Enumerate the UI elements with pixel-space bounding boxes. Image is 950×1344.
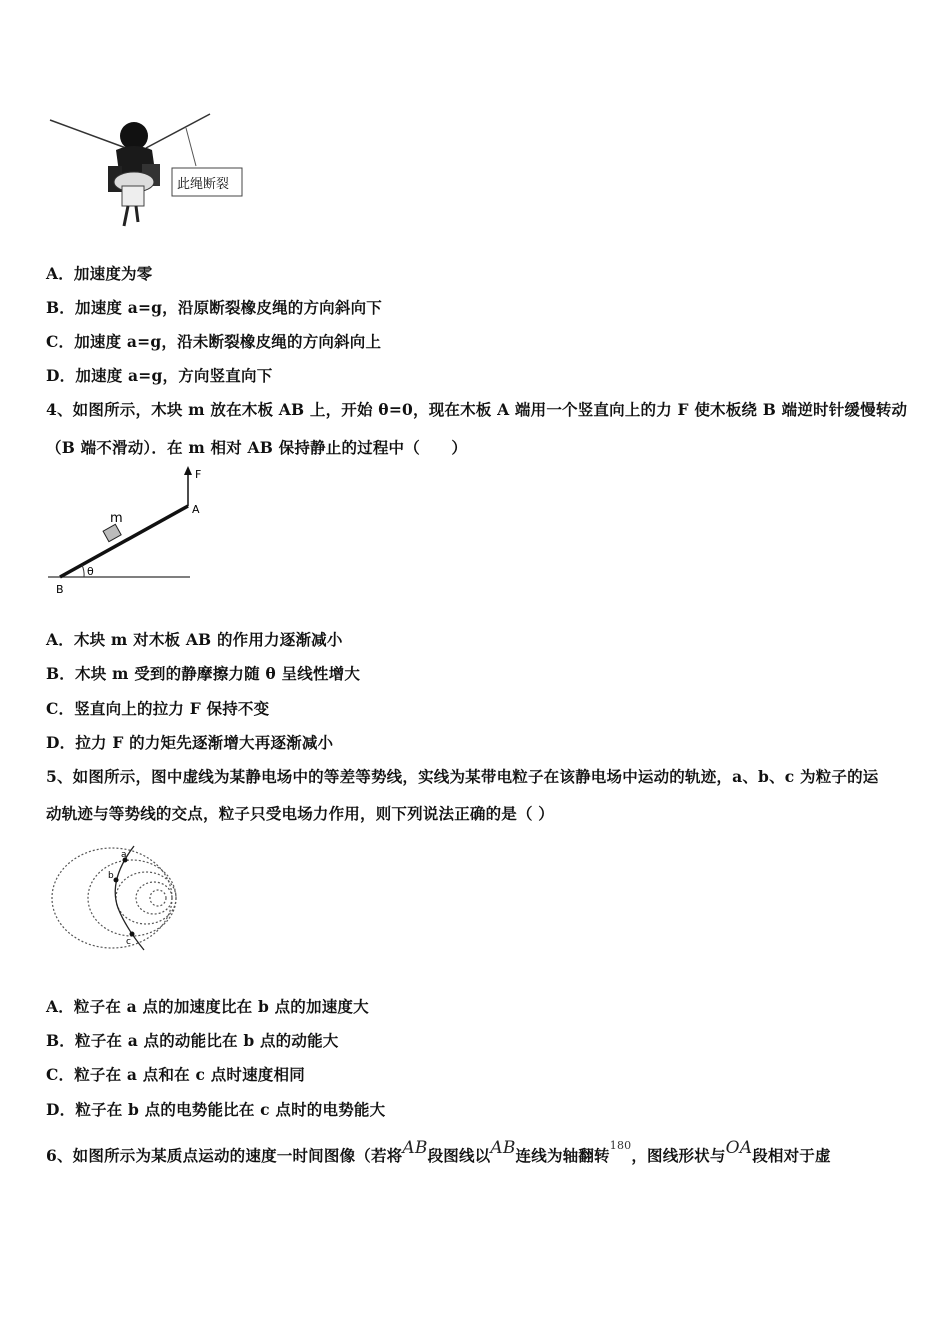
label-c: c <box>126 937 131 947</box>
figure1-label: 此绳断裂 <box>177 177 230 192</box>
q4-stem-line1: 4、如图所示，木块 m 放在木板 AB 上，开始 θ=0，现在木板 A 端用一个竖直向上的力 F 使木板绕 B 端逆时针缓慢转动 <box>46 400 908 419</box>
q6-text-4: ，图线形状与 <box>631 1146 726 1165</box>
q3-option-c: C．加速度 a=g，沿未断裂橡皮绳的方向斜向上 <box>46 332 382 351</box>
label-b: b <box>108 871 114 881</box>
q4-option-d: D．拉力 F 的力矩先逐渐增大再逐渐减小 <box>46 733 334 752</box>
label-A: A <box>192 503 200 516</box>
q6-math-ab-1: AB <box>402 1138 428 1158</box>
q3-option-b: B．加速度 a=g，沿原断裂橡皮绳的方向斜向下 <box>46 298 382 317</box>
q6-math-ab-2: AB <box>490 1138 516 1158</box>
label-m: m <box>110 511 123 526</box>
label-F: F <box>195 468 202 481</box>
label-theta: θ <box>87 565 94 578</box>
q5-stem-line1: 5、如图所示，图中虚线为某静电场中的等差等势线，实线为某带电粒子在该静电场中运动的轨迹，a、b、c 为粒子的运 <box>46 767 879 786</box>
figure-equipotential <box>46 840 186 960</box>
q5-option-b: B．粒子在 a 点的动能比在 b 点的动能大 <box>46 1031 339 1050</box>
q4-stem-line2: （B 端不滑动）．在 m 相对 AB 保持静止的过程中（ ） <box>46 438 468 457</box>
q6-math-oa: OA <box>725 1138 753 1158</box>
label-B: B <box>56 583 64 596</box>
q4-option-a: A．木块 m 对木板 AB 的作用力逐渐减小 <box>46 630 343 649</box>
q5-option-a: A．粒子在 a 点的加速度比在 b 点的加速度大 <box>46 997 369 1016</box>
q4-option-b: B．木块 m 受到的静摩擦力随 θ 呈线性增大 <box>46 664 361 683</box>
q3-option-a: A．加速度为零 <box>46 264 153 283</box>
q5-option-d: D．粒子在 b 点的电势能比在 c 点时的电势能大 <box>46 1100 386 1119</box>
q6-text-1: 6、如图所示为某质点运动的速度一时间图像（若将 <box>46 1146 403 1165</box>
q5-stem-line2: 动轨迹与等势线的交点，粒子只受电场力作用，则下列说法正确的是（ ） <box>46 804 554 823</box>
q3-option-d: D．加速度 a=g，方向竖直向下 <box>46 366 273 385</box>
q4-option-c: C．竖直向上的拉力 F 保持不变 <box>46 699 270 718</box>
q6-text-3: 连线为轴翻转 <box>515 1146 610 1165</box>
figure-inclined-board <box>46 462 206 600</box>
figure-rope-person <box>46 108 246 233</box>
q6-text-5: 段相对于虚 <box>752 1146 831 1165</box>
q6-math-180: 180 <box>609 1139 632 1152</box>
q6-stem <box>46 1138 831 1166</box>
q5-option-c: C．粒子在 a 点和在 c 点时速度相同 <box>46 1065 305 1084</box>
q6-text-2: 段图线以 <box>427 1146 491 1165</box>
label-a: a <box>121 850 127 860</box>
